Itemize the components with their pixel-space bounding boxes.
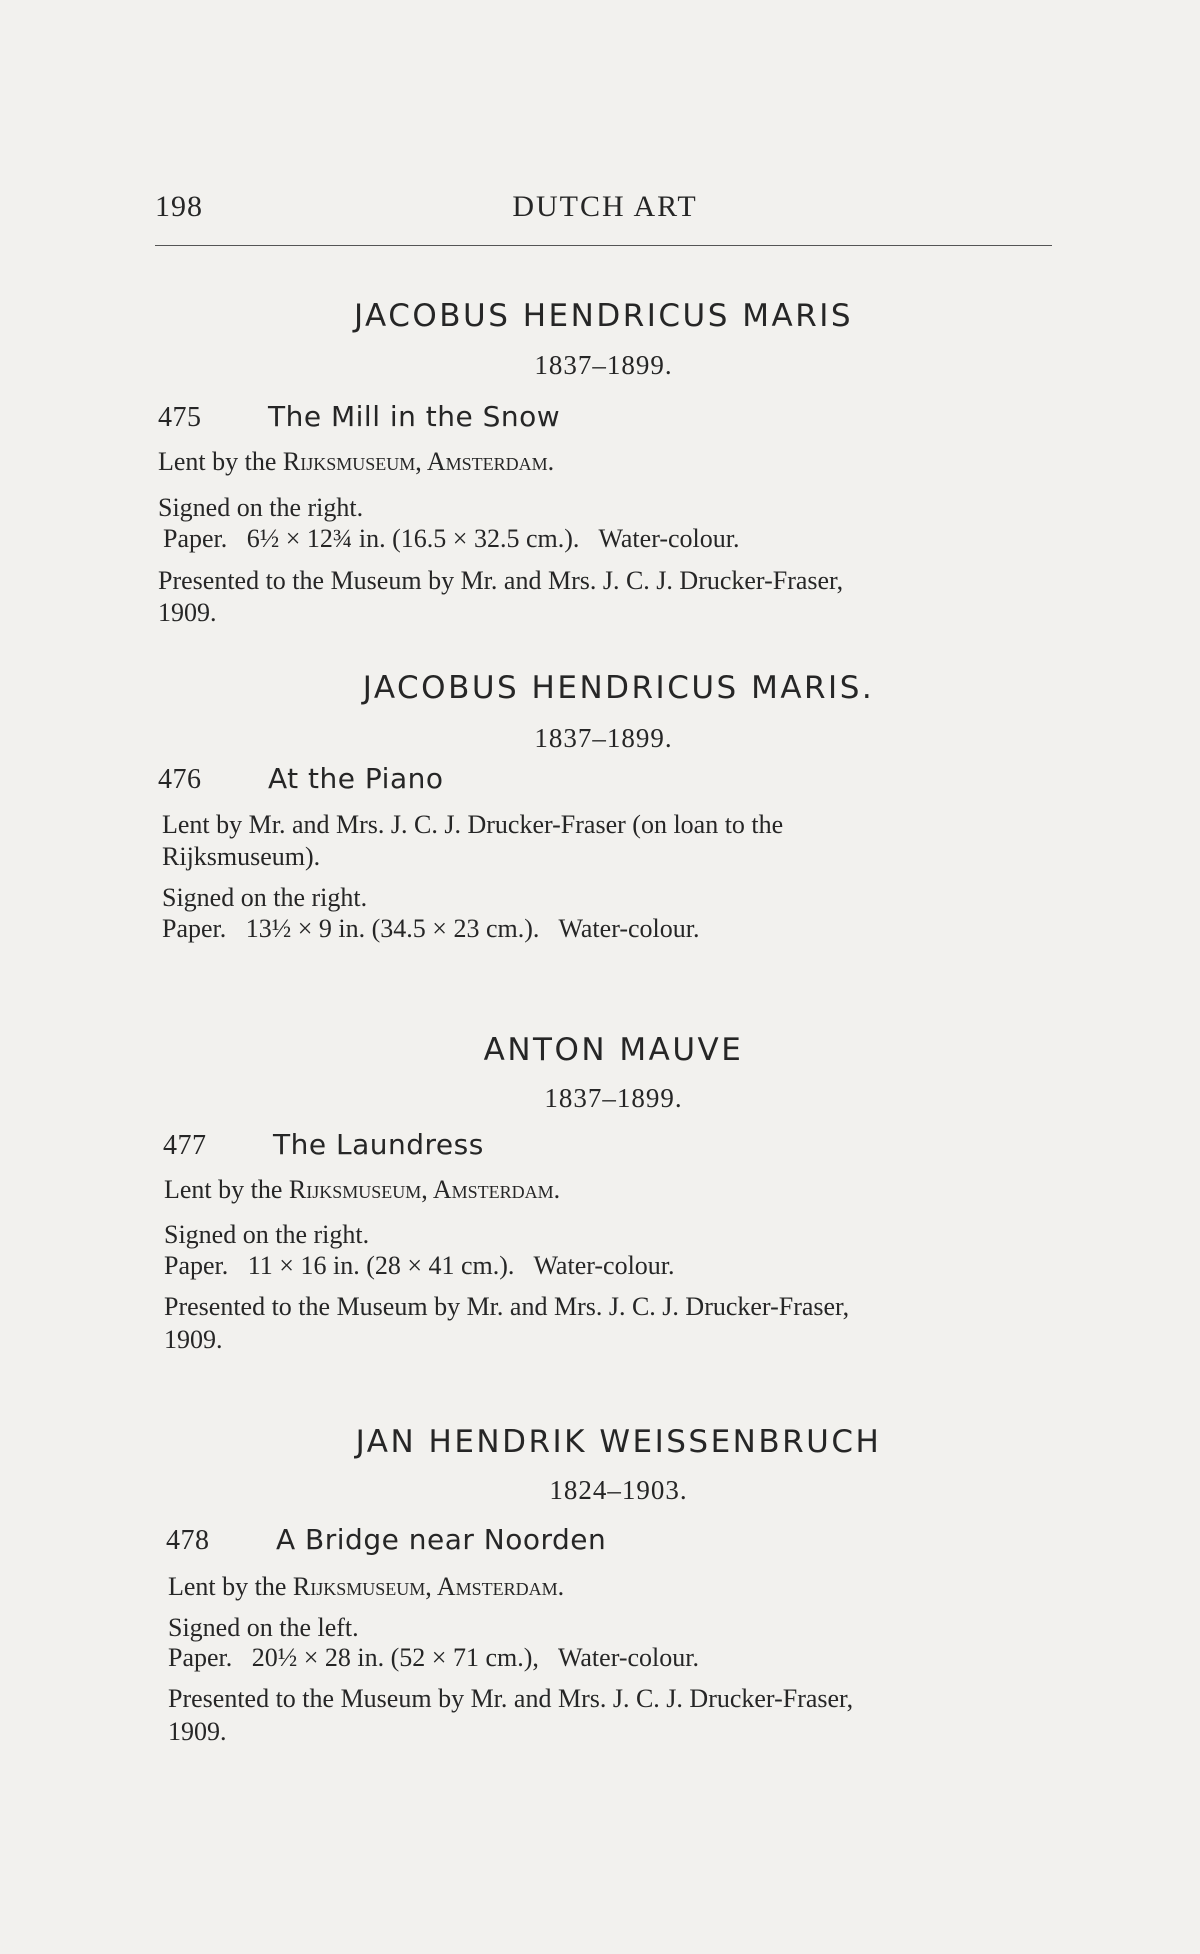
medium: Paper. bbox=[168, 1643, 233, 1672]
dimensions: 6½ × 12¾ in. (16.5 × 32.5 cm.). bbox=[246, 524, 580, 553]
lender-line bbox=[158, 447, 1058, 477]
provenance-line: Presented to the Museum by Mr. and Mrs. J. C. J. Drucker-Fraser, bbox=[158, 566, 844, 595]
technique: Water-colour. bbox=[598, 524, 740, 553]
entry-title bbox=[158, 762, 1038, 796]
medium-line bbox=[163, 524, 1063, 554]
catalogue-number: 477 bbox=[163, 1130, 207, 1161]
medium-line bbox=[164, 1251, 1064, 1281]
medium: Paper. bbox=[162, 914, 227, 943]
signed-line: Signed on the right. bbox=[158, 493, 364, 522]
entry-title bbox=[163, 1128, 1043, 1162]
dimensions: 11 × 16 in. (28 × 41 cm.). bbox=[247, 1251, 515, 1280]
artist-dates: 1837–1899. bbox=[544, 1083, 683, 1113]
provenance-line: Presented to the Museum by Mr. and Mrs. J. C. J. Drucker-Fraser, bbox=[164, 1292, 850, 1321]
header-rule bbox=[155, 245, 1052, 246]
signed-line: Signed on the left. bbox=[168, 1613, 359, 1642]
medium: Paper. bbox=[163, 524, 228, 553]
lender-line: Lent by Mr. and Mrs. J. C. J. Drucker-Fraser (on loan to the bbox=[162, 810, 784, 839]
medium-line bbox=[162, 914, 1062, 944]
catalogue-number: 478 bbox=[166, 1525, 210, 1556]
lender-line bbox=[164, 1175, 1064, 1205]
lender-line-continued: Rijksmuseum). bbox=[162, 842, 321, 871]
artist-dates: 1837–1899. bbox=[534, 723, 673, 753]
provenance-line: Presented to the Museum by Mr. and Mrs. J. C. J. Drucker-Fraser, bbox=[168, 1684, 854, 1713]
technique: Water-colour. bbox=[533, 1251, 675, 1280]
medium: Paper. bbox=[164, 1251, 229, 1280]
catalogue-number: 476 bbox=[158, 764, 202, 795]
lender-name: Rijksmuseum, Amsterdam. bbox=[282, 447, 555, 476]
medium-line bbox=[168, 1643, 1068, 1673]
lender-name: Rijksmuseum, Amsterdam. bbox=[288, 1175, 561, 1204]
lender-line bbox=[168, 1572, 1068, 1602]
dimensions: 20½ × 28 in. (52 × 71 cm.), bbox=[251, 1643, 539, 1672]
lender-name: Rijksmuseum, Amsterdam. bbox=[292, 1572, 565, 1601]
provenance-year: 1909. bbox=[164, 1325, 223, 1354]
lender-prefix: Lent by the bbox=[158, 447, 277, 476]
entry-title bbox=[166, 1523, 1046, 1557]
work-title: The Laundress bbox=[273, 1128, 484, 1161]
lender-prefix: Lent by the bbox=[168, 1572, 287, 1601]
artist-dates: 1824–1903. bbox=[549, 1475, 688, 1505]
catalogue-number: 475 bbox=[158, 402, 202, 433]
running-head bbox=[155, 190, 1055, 226]
provenance-year: 1909. bbox=[168, 1717, 227, 1746]
artist-name: ANTON MAUVE bbox=[483, 1032, 744, 1068]
page-number: 198 bbox=[155, 190, 203, 223]
dimensions: 13½ × 9 in. (34.5 × 23 cm.). bbox=[245, 914, 540, 943]
running-title: DUTCH ART bbox=[512, 190, 698, 223]
lender-prefix: Lent by the bbox=[164, 1175, 283, 1204]
work-title: At the Piano bbox=[268, 762, 444, 795]
artist-name: JACOBUS HENDRICUS MARIS bbox=[353, 298, 854, 334]
signed-line: Signed on the right. bbox=[162, 883, 368, 912]
technique: Water-colour. bbox=[558, 914, 700, 943]
technique: Water-colour. bbox=[557, 1643, 699, 1672]
entry-title bbox=[158, 400, 1038, 434]
provenance-year: 1909. bbox=[158, 598, 217, 627]
artist-name: JAN HENDRIK WEISSENBRUCH bbox=[355, 1424, 882, 1460]
artist-name: JACOBUS HENDRICUS MARIS. bbox=[362, 670, 875, 706]
work-title: A Bridge near Noorden bbox=[276, 1523, 607, 1556]
signed-line: Signed on the right. bbox=[164, 1220, 370, 1249]
artist-dates: 1837–1899. bbox=[534, 350, 673, 380]
work-title: The Mill in the Snow bbox=[268, 400, 561, 433]
